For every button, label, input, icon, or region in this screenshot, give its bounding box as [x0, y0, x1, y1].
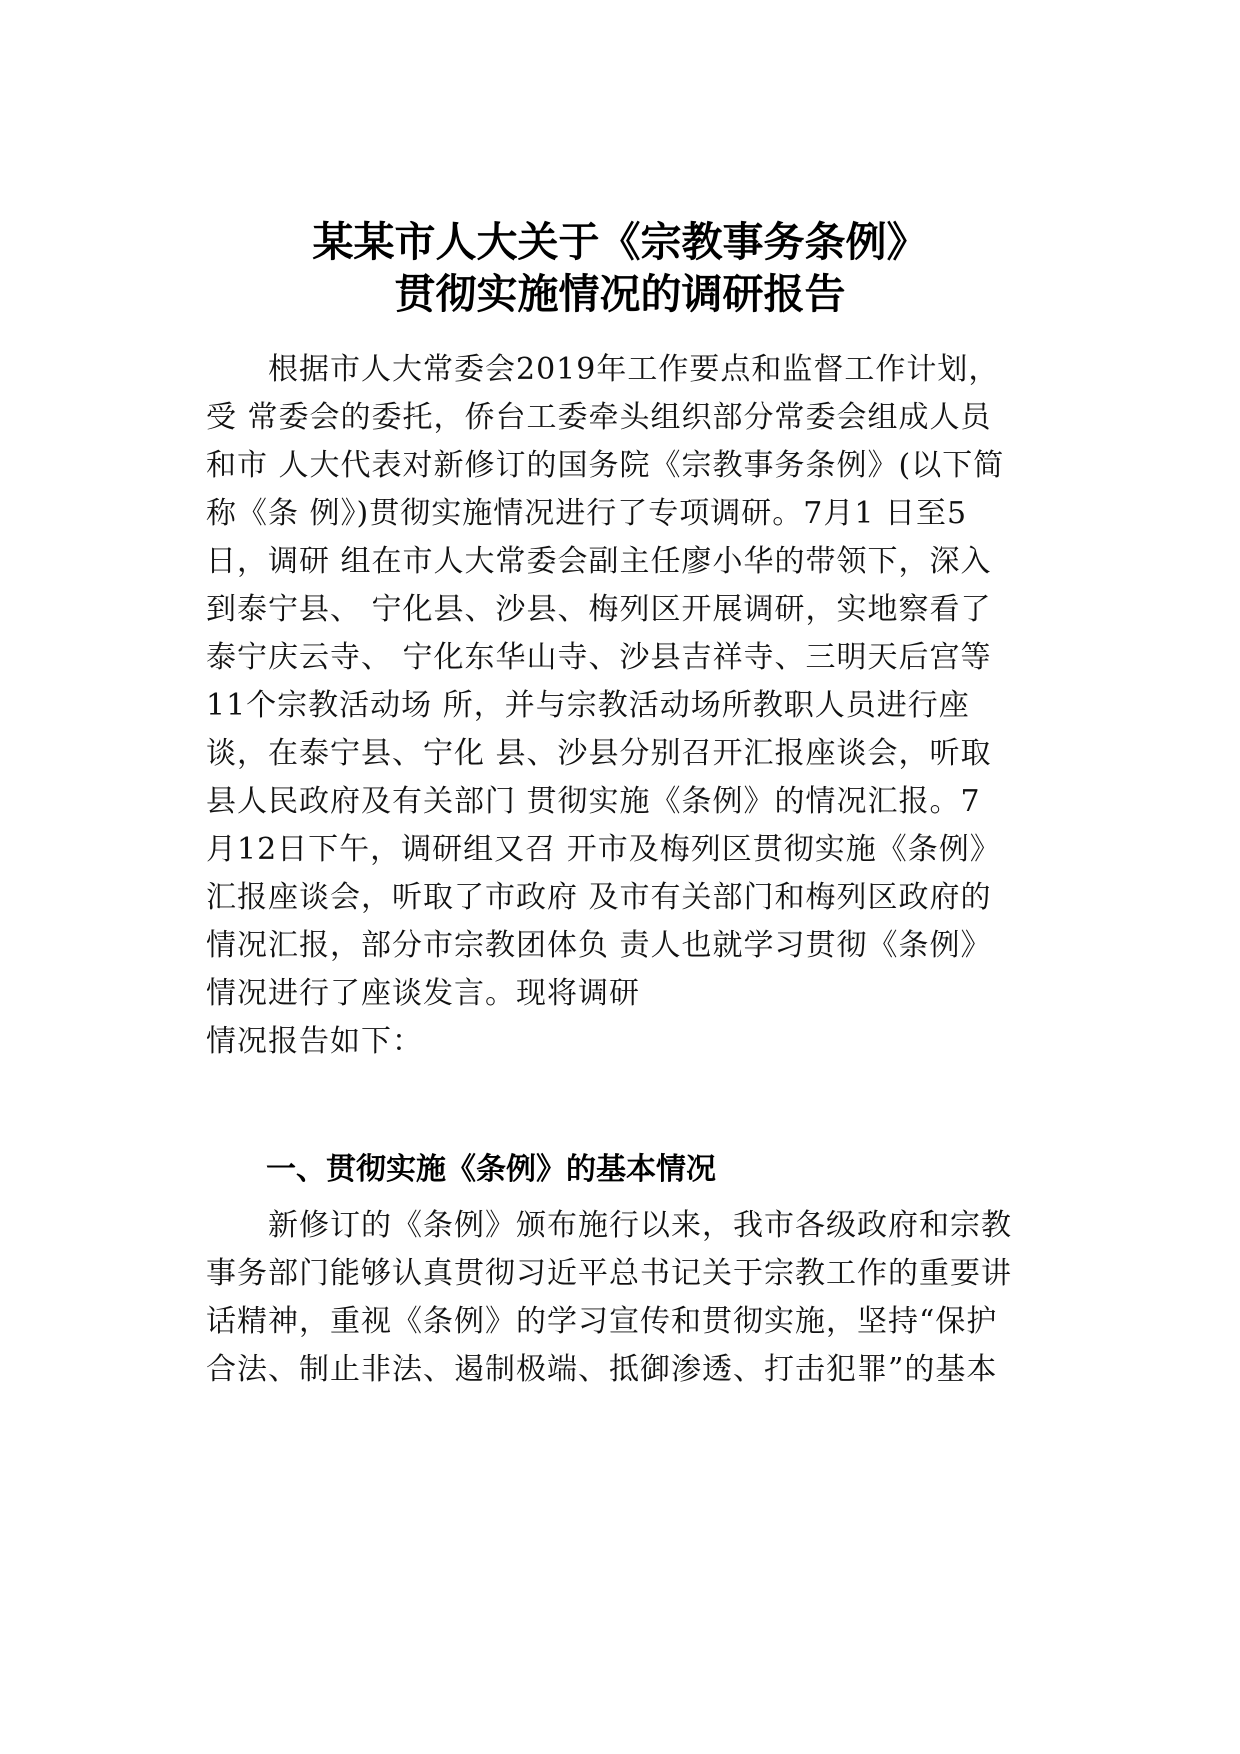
intro-paragraph — [206, 346, 1086, 1066]
intro-line: 称《条 例》)贯彻实施情况进行了专项调研。7月1 日至5 — [206, 496, 968, 531]
intro-line: 日，调研 组在市人大常委会副主任廖小华的带领下，深入 — [206, 544, 992, 579]
intro-line: 11个宗教活动场 所，并与宗教活动场所教职人员进行座 — [206, 688, 970, 723]
intro-line: 情况报告如下： — [206, 1024, 423, 1059]
section-1-line: 合法、制止非法、遏制极端、抵御渗透、打击犯罪”的基本 — [206, 1352, 998, 1387]
intro-line: 汇报座谈会，听取了市政府 及市有关部门和梅列区政府的 — [206, 880, 992, 915]
intro-line: 县人民政府及有关部门 贯彻实施《条例》的情况汇报。7 — [206, 784, 981, 819]
intro-line: 根据市人大常委会2019年工作要点和监督工作计划， — [206, 352, 1000, 387]
intro-line: 泰宁庆云寺、 宁化东华山寺、沙县吉祥寺、三明天后宫等 — [206, 640, 992, 675]
intro-line: 情况进行了座谈发言。现将调研 — [206, 976, 640, 1011]
document-title-line-1: 某某市人大关于《宗教事务条例》 — [312, 218, 928, 266]
intro-line: 月12日下午，调研组又召 开市及梅列区贯彻实施《条例》 — [206, 832, 1001, 867]
section-1-line: 新修订的《条例》颁布施行以来，我市各级政府和宗教 — [206, 1208, 1012, 1243]
intro-line: 谈，在泰宁县、宁化 县、沙县分别召开汇报座谈会，听取 — [206, 736, 992, 771]
section-1-paragraph — [206, 1202, 1086, 1394]
section-1-heading: 一、贯彻实施《条例》的基本情况 — [266, 1152, 716, 1187]
intro-line: 和市 人大代表对新修订的国务院《宗教事务条例》(以下简 — [206, 448, 1005, 483]
intro-line: 情况汇报，部分市宗教团体负 责人也就学习贯彻《条例》 — [206, 928, 992, 963]
section-1-line: 话精神，重视《条例》的学习宣传和贯彻实施，坚持“保护 — [206, 1304, 998, 1339]
section-1-line: 事务部门能够认真贯彻习近平总书记关于宗教工作的重要讲 — [206, 1256, 1012, 1291]
intro-line: 受 常委会的委托，侨台工委牵头组织部分常委会组成人员 — [206, 400, 992, 435]
document-title-line-2: 贯彻实施情况的调研报告 — [394, 270, 846, 318]
intro-line: 到泰宁县、 宁化县、沙县、梅列区开展调研，实地察看了 — [206, 592, 992, 627]
